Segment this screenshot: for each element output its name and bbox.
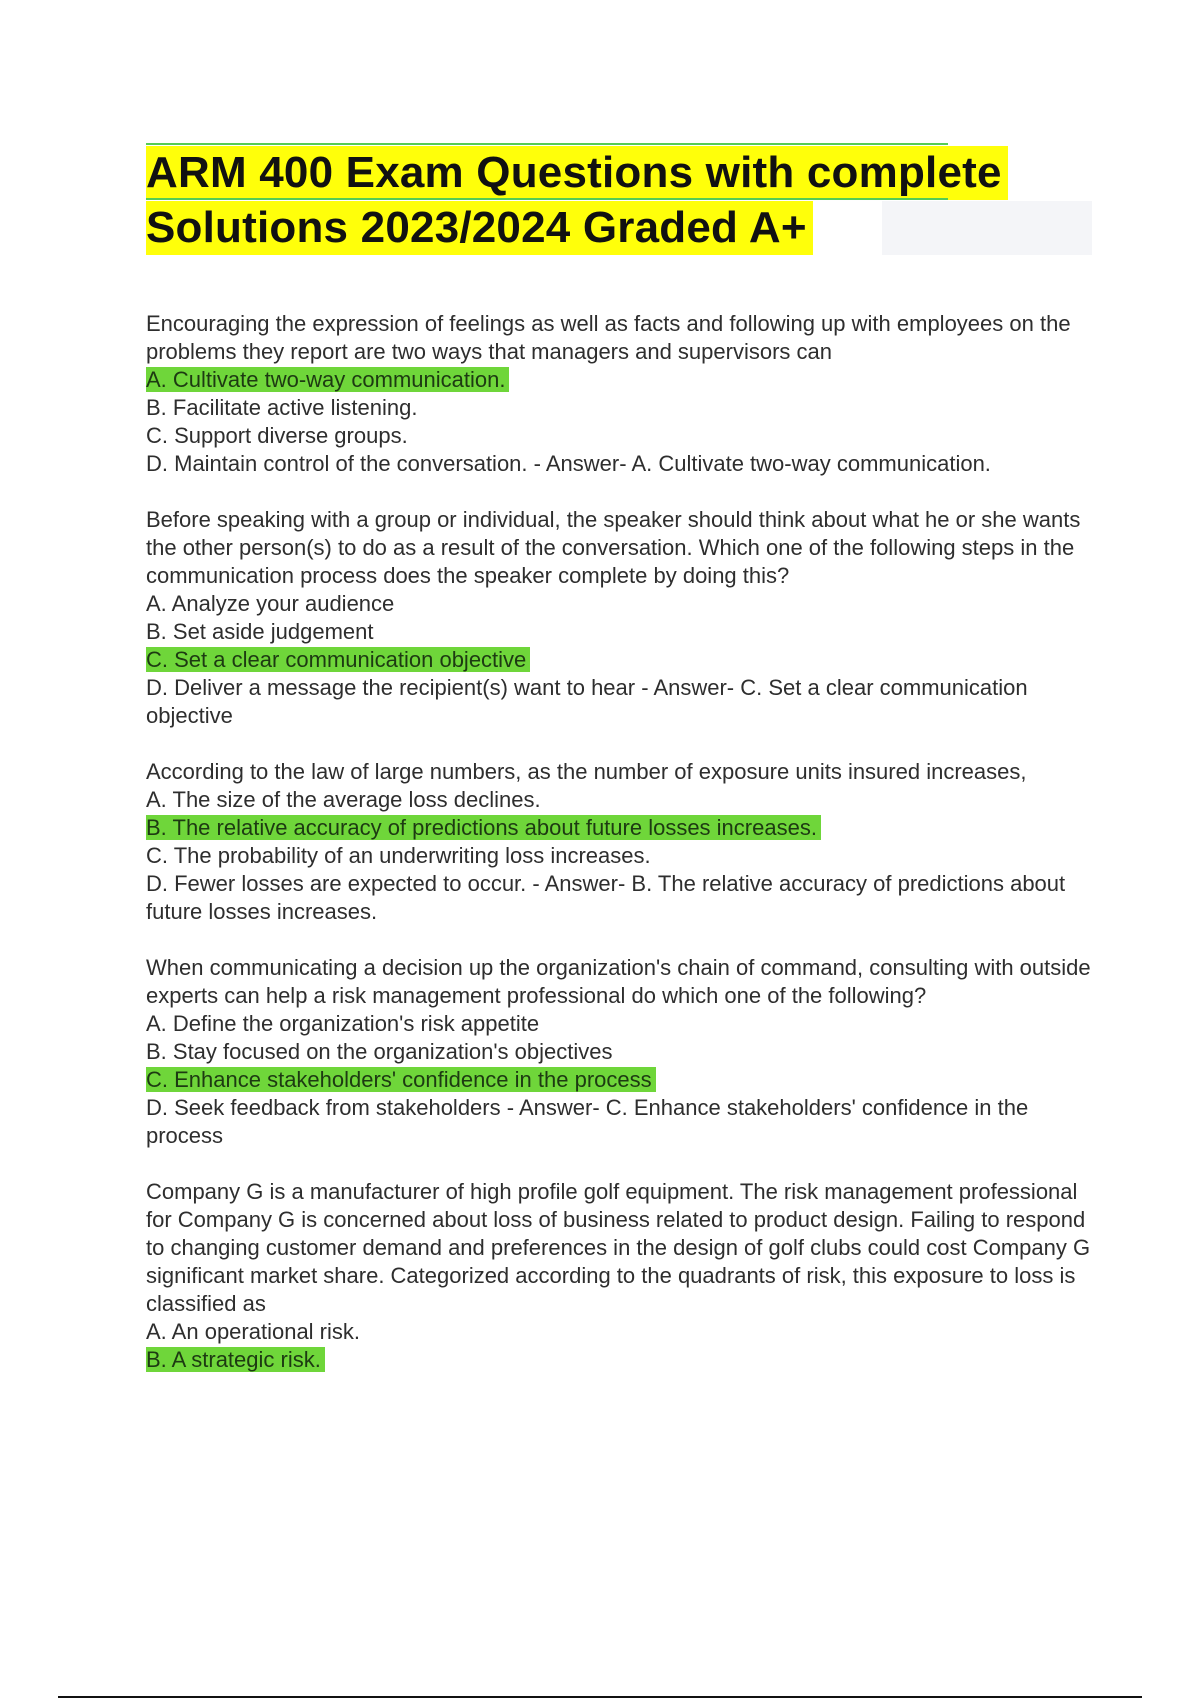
- title-shade: [882, 201, 1092, 255]
- title-line-2: Solutions 2023/2024 Graded A+: [146, 201, 813, 255]
- option-d: D. Deliver a message the recipient(s) want to hear - Answer- C. Set a clear communication objective: [146, 675, 1028, 728]
- footer-rule: [58, 1696, 1142, 1698]
- title-rule-bottom: [146, 198, 948, 200]
- option-b: B. Stay focused on the organization's objectives: [146, 1039, 613, 1064]
- correct-answer-highlight: B. The relative accuracy of predictions about future losses increases.: [146, 815, 821, 840]
- option-a: A. Analyze your audience: [146, 591, 395, 616]
- option-d: D. Seek feedback from stakeholders - Answer- C. Enhance stakeholders' confidence in the process: [146, 1095, 1029, 1148]
- title-line-1: ARM 400 Exam Questions with complete: [146, 146, 1008, 200]
- title-rule-top: [146, 143, 948, 145]
- option-c: C. The probability of an underwriting loss increases.: [146, 843, 651, 868]
- question-list: [146, 310, 1096, 1402]
- question-3: [146, 758, 1096, 926]
- option-d: D. Maintain control of the conversation. - Answer- A. Cultivate two-way communication.: [146, 451, 991, 476]
- question-text: Before speaking with a group or individual, the speaker should think about what he or she wants the other person(s) to do as a result of the conversation. Which one of the following steps in the communication process does the speaker complete by doing this?: [146, 507, 1081, 588]
- correct-answer-highlight: B. A strategic risk.: [146, 1347, 325, 1372]
- option-b: [146, 1346, 1096, 1374]
- option-d: D. Fewer losses are expected to occur. - Answer- B. The relative accuracy of predictions about future losses increases.: [146, 871, 1066, 924]
- option-a: A. An operational risk.: [146, 1319, 361, 1344]
- title-row-1: [146, 146, 1092, 201]
- option-c: [146, 646, 1096, 674]
- option-a: [146, 366, 1096, 394]
- question-text: Company G is a manufacturer of high profile golf equipment. The risk management professional for Company G is concerned about loss of business related to product design. Failing to respond to changing customer demand and preferences in the design of golf clubs could cost Company G significant market share. Categorized according to the quadrants of risk, this exposure to loss is classified as: [146, 1179, 1091, 1316]
- question-text: When communicating a decision up the organization's chain of command, consulting with outside experts can help a risk management professional do which one of the following?: [146, 955, 1091, 1008]
- option-c: [146, 1066, 1096, 1094]
- correct-answer-highlight: C. Enhance stakeholders' confidence in the process: [146, 1067, 656, 1092]
- option-c: C. Support diverse groups.: [146, 423, 408, 448]
- title-row-2: [146, 201, 1092, 256]
- option-b: [146, 814, 1096, 842]
- question-text: According to the law of large numbers, as the number of exposure units insured increases,: [146, 759, 1027, 784]
- option-b: B. Facilitate active listening.: [146, 395, 418, 420]
- question-text: Encouraging the expression of feelings as well as facts and following up with employees on the problems they report are two ways that managers and supervisors can: [146, 311, 1071, 364]
- question-2: [146, 506, 1096, 730]
- document-title: [146, 146, 1092, 256]
- correct-answer-highlight: A. Cultivate two-way communication.: [146, 367, 509, 392]
- question-5: [146, 1178, 1096, 1374]
- option-b: B. Set aside judgement: [146, 619, 374, 644]
- correct-answer-highlight: C. Set a clear communication objective: [146, 647, 530, 672]
- option-a: A. Define the organization's risk appetite: [146, 1011, 540, 1036]
- question-1: [146, 310, 1096, 478]
- question-4: [146, 954, 1096, 1150]
- option-a: A. The size of the average loss declines.: [146, 787, 541, 812]
